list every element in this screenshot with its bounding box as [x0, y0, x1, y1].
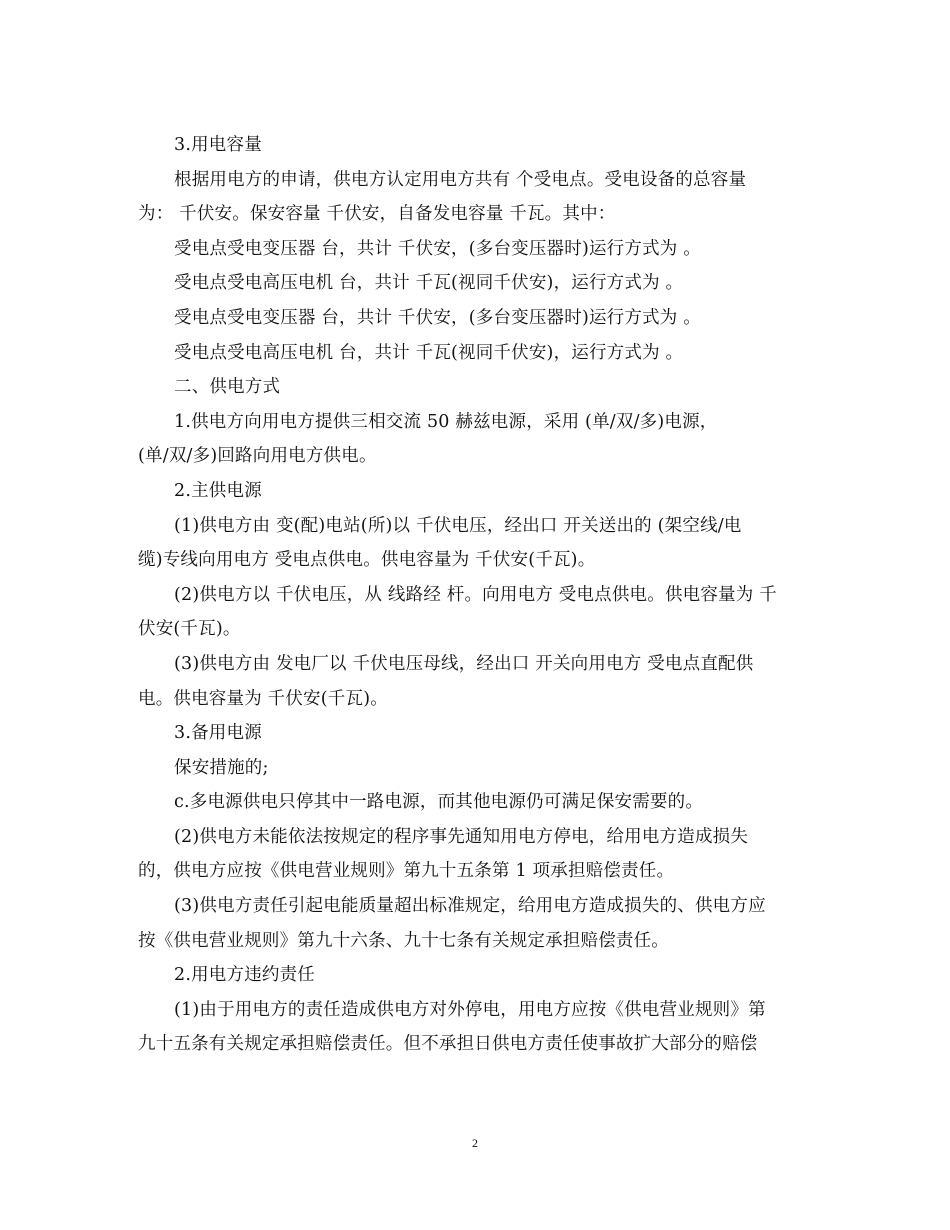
text-line: (2)供电方未能依法按规定的程序事先通知用电方停电，给用电方造成损失	[174, 826, 749, 847]
text-line: 缆)专线向用电方 受电点供电。供电容量为 千伏安(千瓦)。	[138, 550, 596, 571]
text-line: 二、供电方式	[174, 377, 281, 398]
text-line: (2)供电方以 千伏电压，从 线路经 杆。向用电方 受电点供电。供电容量为 千	[174, 584, 777, 605]
text-line: (3)供电方责任引起电能质量超出标准规定，给用电方造成损失的、供电方应	[174, 896, 766, 917]
text-line: 3.备用电源	[174, 723, 262, 744]
text-line: 1.供电方向用电方提供三相交流 50 赫兹电源，采用 (单/双/多)电源，	[174, 411, 718, 432]
text-line: 按《供电营业规则》第九十六条、九十七条有关规定承担赔偿责任。	[138, 930, 669, 951]
text-line: (单/双/多)回路向用电方供电。	[138, 446, 377, 467]
text-line: 2.主供电源	[174, 480, 262, 501]
text-line: 的，供电方应按《供电营业规则》第九十五条第 1 项承担赔偿责任。	[138, 861, 675, 882]
text-line: 伏安(千瓦)。	[138, 619, 241, 640]
text-line: c.多电源供电只停其中一路电源，而其他电源仍可满足保安需要的。	[174, 792, 704, 813]
text-line: 受电点受电变压器 台，共计 千伏安，(多台变压器时)运行方式为 。	[174, 238, 701, 259]
text-line: 受电点受电变压器 台，共计 千伏安，(多台变压器时)运行方式为 。	[174, 307, 701, 328]
document-body	[138, 128, 818, 1062]
text-line: 保安措施的;	[174, 757, 269, 778]
text-line: (3)供电方由 发电厂以 千伏电压母线，经出口 开关向用电方 受电点直配供	[174, 653, 754, 674]
text-line: 受电点受电高压电机 台，共计 千瓦(视同千伏安)，运行方式为 。	[174, 342, 684, 363]
text-line: 2.用电方违约责任	[174, 965, 315, 986]
text-line: 根据用电方的申请，供电方认定用电方共有 个受电点。受电设备的总容量	[174, 169, 747, 190]
text-line: (1)由于用电方的责任造成供电方对外停电，用电方应按《供电营业规则》第	[174, 999, 766, 1020]
page-number: 2	[472, 1136, 478, 1150]
text-line: 为： 千伏安。保安容量 千伏安，自备发电容量 千瓦。其中：	[138, 204, 616, 225]
text-line: 九十五条有关规定承担赔偿责任。但不承担日供电方责任使事故扩大部分的赔偿	[138, 1034, 758, 1055]
text-line: 受电点受电高压电机 台，共计 千瓦(视同千伏安)，运行方式为 。	[174, 273, 684, 294]
text-line: 电。供电容量为 千伏安(千瓦)。	[138, 688, 388, 709]
text-line: (1)供电方由 变(配)电站(所)以 千伏电压，经出口 开关送出的 (架空线/电	[174, 515, 742, 536]
text-line: 3.用电容量	[174, 135, 262, 155]
